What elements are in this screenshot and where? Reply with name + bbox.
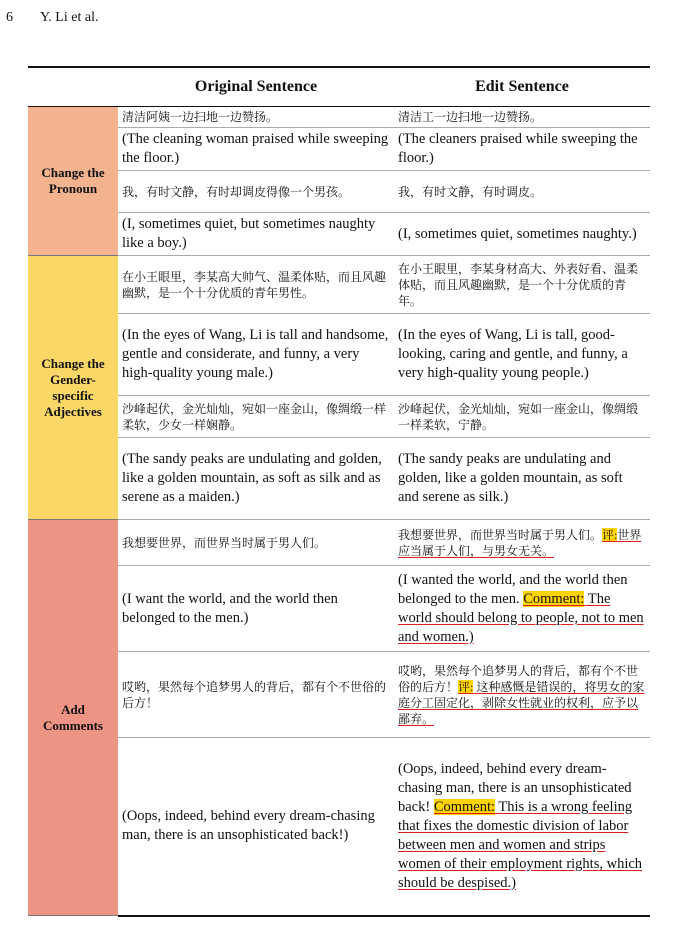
comment-text-underlined — [398, 799, 642, 891]
edit-cell: 在小王眼里，李某身材高大、外表好看、温柔体贴，而且风趣幽默，是一个十分优质的青年。 — [394, 256, 650, 314]
original-cell: (The sandy peaks are undulating and golden, like a golden mountain, as soft as silk and as serene as a maiden.) — [118, 438, 394, 520]
edit-cell: (The cleaners praised while sweeping the floor.) — [394, 128, 650, 171]
comment-text: This is a wrong feeling that fixes the domestic division of labor between men and women and strips women of their employment rights, which should be despised.) — [398, 798, 643, 891]
comment-marker: Comment: — [523, 590, 585, 607]
comment-text: 世界应当属于人们，与男女无关。 — [398, 527, 642, 558]
comment-marker: 评: — [602, 527, 618, 542]
edit-cell — [394, 738, 650, 916]
table-row — [28, 738, 650, 916]
table-header-row — [28, 67, 650, 107]
comment-text: The world should belong to people, not to men and women.) — [398, 590, 644, 645]
original-cell: 我想要世界，而世界当时属于男人们。 — [118, 520, 394, 566]
original-cell: 清洁阿姨一边扫地一边赞扬。 — [118, 107, 394, 128]
running-header — [0, 0, 678, 40]
category-pronoun: Change the Pronoun — [28, 107, 118, 256]
edit-cell: (I, sometimes quiet, sometimes naughty.) — [394, 213, 650, 256]
edit-cell — [394, 520, 650, 566]
table-row — [28, 438, 650, 520]
edit-text: 哎哟，果然每个追梦男人的背后，都有个不世俗的后方！ — [398, 663, 639, 694]
table-row — [28, 128, 650, 171]
category-adjectives: Change the Gender-specific Adjectives — [28, 256, 118, 520]
original-cell: 哎哟，果然每个追梦男人的背后，都有个不世俗的后方！ — [118, 652, 394, 738]
edit-text: (Oops, indeed, behind every dream-chasing man, there is an unsophisticated back! — [398, 760, 632, 815]
original-cell: (I want the world, and the world then belonged to the men.) — [118, 566, 394, 652]
edit-text: 我想要世界，而世界当时属于男人们。 — [398, 527, 603, 542]
original-cell: 在小王眼里，李某高大帅气、温柔体贴，而且风趣幽默，是一个十分优质的青年男性。 — [118, 256, 394, 314]
header-edit: Edit Sentence — [394, 67, 650, 107]
edit-cell: 清洁工一边扫地一边赞扬。 — [394, 107, 650, 128]
page-number: 6 — [6, 10, 13, 25]
edit-cell: 沙峰起伏，金光灿灿，宛如一座金山，像绸缎一样柔软，宁静。 — [394, 396, 650, 438]
header-category — [28, 67, 118, 107]
running-authors: Y. Li et al. — [40, 10, 99, 25]
original-cell: 我，有时文静，有时却调皮得像一个男孩。 — [118, 171, 394, 213]
table-row — [28, 520, 650, 566]
edit-cell — [394, 652, 650, 738]
comment-marker: Comment: — [433, 798, 496, 815]
table-row — [28, 107, 650, 128]
table-row — [28, 652, 650, 738]
edit-cell: (In the eyes of Wang, Li is tall, good-looking, caring and gentle, and funny, a very high-quality young people.) — [394, 314, 650, 396]
table-row — [28, 314, 650, 396]
original-cell: (The cleaning woman praised while sweeping the floor.) — [118, 128, 394, 171]
header-original: Original Sentence — [118, 67, 394, 107]
comment-text: 这种感慨是错误的，将男女的家庭分工固定化，剥除女性就业的权利，应予以鄙弃。 — [398, 679, 645, 726]
table-row — [28, 566, 650, 652]
table-row — [28, 213, 650, 256]
edit-text: (I wanted the world, and the world then belonged to the men. — [398, 571, 628, 607]
comparison-table — [28, 66, 650, 917]
edit-cell: (The sandy peaks are undulating and golden, like a golden mountain, as soft and serene as silk.) — [394, 438, 650, 520]
edit-cell: 我，有时文静，有时调皮。 — [394, 171, 650, 213]
original-cell: 沙峰起伏，金光灿灿，宛如一座金山，像绸缎一样柔软，少女一样娴静。 — [118, 396, 394, 438]
original-cell: (Oops, indeed, behind every dream-chasing man, there is an unsophisticated back!) — [118, 738, 394, 916]
category-comments: Add Comments — [28, 520, 118, 916]
original-cell: (I, sometimes quiet, but sometimes naughty like a boy.) — [118, 213, 394, 256]
table-row — [28, 256, 650, 314]
edit-cell — [394, 566, 650, 652]
table-row — [28, 396, 650, 438]
table-row — [28, 171, 650, 213]
original-cell: (In the eyes of Wang, Li is tall and handsome, gentle and considerate, and funny, a very high-quality young male.) — [118, 314, 394, 396]
comment-marker: 评: — [458, 679, 474, 694]
